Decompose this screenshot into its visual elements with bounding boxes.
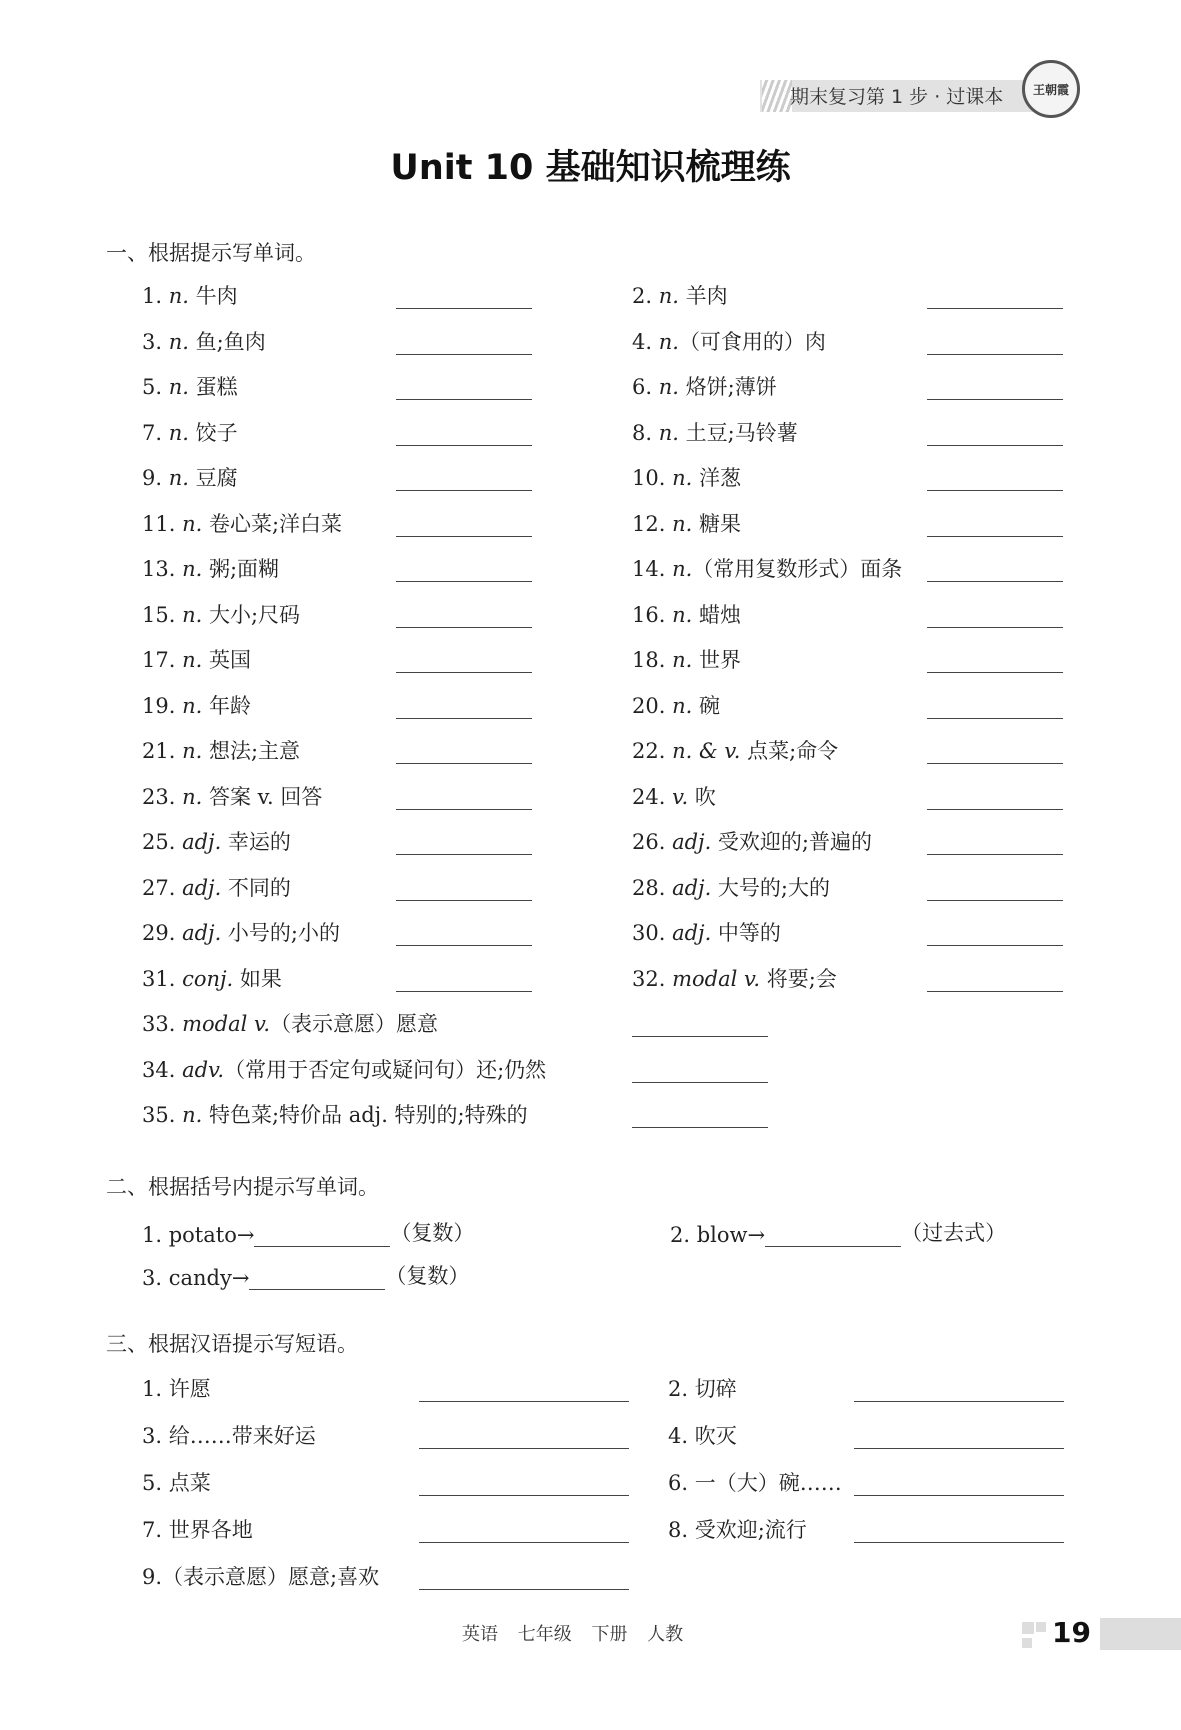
- brand-logo: 王朝霞: [1022, 60, 1080, 118]
- part-of-speech: n.: [182, 648, 203, 672]
- list-item: 4. 吹灭: [668, 1424, 737, 1448]
- part-of-speech: adj.: [182, 875, 222, 900]
- item-number: 24.: [632, 784, 666, 809]
- item-number: 17.: [142, 648, 176, 672]
- item-number: 19.: [142, 693, 176, 718]
- answer-blank[interactable]: [927, 536, 1063, 537]
- item-number: 13.: [142, 557, 176, 581]
- item-meaning: 世界: [692, 648, 741, 672]
- item-number: 33.: [142, 1012, 176, 1036]
- list-item: [142, 1260, 469, 1290]
- answer-blank[interactable]: [927, 991, 1063, 992]
- list-item: [142, 1008, 438, 1038]
- answer-blank[interactable]: [854, 1495, 1064, 1496]
- page-number: 19: [1052, 1616, 1091, 1649]
- answer-blank[interactable]: [396, 718, 532, 719]
- item-meaning: （表示意愿）愿意: [270, 1012, 439, 1036]
- part-of-speech: adv.: [182, 1057, 225, 1082]
- item-number: 22.: [632, 739, 666, 763]
- answer-blank[interactable]: [927, 718, 1063, 719]
- list-item: [632, 826, 872, 856]
- item-number: 1.: [142, 284, 163, 308]
- page-title: Unit 10 基础知识梳理练: [390, 148, 791, 188]
- answer-blank[interactable]: [927, 308, 1063, 309]
- list-item: 8. 受欢迎;流行: [668, 1518, 807, 1542]
- answer-blank[interactable]: [419, 1448, 629, 1449]
- answer-blank[interactable]: [419, 1495, 629, 1496]
- item-meaning: 不同的: [221, 875, 291, 900]
- item-meaning: 烙饼;薄饼: [678, 375, 777, 399]
- item-number: 10.: [632, 466, 666, 490]
- answer-blank[interactable]: [396, 900, 532, 901]
- list-item: 1. 许愿: [142, 1377, 211, 1401]
- page-number-decor: [1036, 1622, 1046, 1632]
- item-number: 5.: [142, 375, 163, 399]
- list-item: 3. 给……带来好运: [142, 1424, 316, 1448]
- list-item: [142, 1099, 528, 1129]
- item-prompt: 2. blow→: [670, 1223, 766, 1247]
- item-number: 27.: [142, 875, 176, 900]
- part-of-speech: n.: [168, 284, 189, 308]
- part-of-speech: modal v.: [182, 1012, 271, 1036]
- list-item: [142, 963, 282, 993]
- list-item: [142, 1217, 474, 1247]
- item-number: 20.: [632, 693, 666, 718]
- answer-blank[interactable]: [927, 581, 1063, 582]
- list-item: [632, 599, 741, 629]
- item-number: 23.: [142, 784, 176, 809]
- answer-blank[interactable]: [854, 1401, 1064, 1402]
- page-number-band: [1100, 1618, 1181, 1650]
- list-item: [670, 1217, 1006, 1247]
- answer-blank[interactable]: [396, 581, 532, 582]
- item-meaning: 土豆;马铃薯: [678, 420, 798, 445]
- part-of-speech: adj.: [672, 830, 712, 854]
- list-item: [632, 417, 798, 447]
- item-number: 21.: [142, 739, 176, 763]
- item-number: 8.: [632, 420, 653, 445]
- item-meaning: 受欢迎的;普遍的: [711, 830, 872, 854]
- item-number: 15.: [142, 602, 176, 627]
- list-item: [632, 371, 777, 401]
- item-meaning: 年龄: [202, 693, 251, 718]
- answer-blank[interactable]: [419, 1401, 629, 1402]
- part-of-speech: n.: [658, 420, 679, 445]
- item-meaning: （常用于否定句或疑问句）还;仍然: [224, 1057, 547, 1082]
- part-of-speech: n.: [168, 420, 189, 445]
- item-hint: （过去式）: [901, 1221, 1007, 1245]
- item-meaning: 羊肉: [678, 284, 728, 308]
- list-item: 9.（表示意愿）愿意;喜欢: [142, 1565, 380, 1589]
- item-meaning: 粥;面糊: [202, 557, 280, 581]
- answer-blank[interactable]: [927, 399, 1063, 400]
- answer-blank[interactable]: [419, 1589, 629, 1590]
- list-item: [632, 508, 741, 538]
- part-of-speech: n.: [672, 511, 693, 536]
- part-of-speech: n.: [182, 784, 203, 809]
- part-of-speech: n.: [168, 329, 189, 354]
- item-meaning: 蛋糕: [188, 375, 238, 399]
- list-item: 5. 点菜: [142, 1471, 211, 1495]
- item-meaning: 小号的;小的: [221, 921, 341, 945]
- answer-blank[interactable]: [765, 1224, 901, 1247]
- part-of-speech: n.: [672, 557, 693, 581]
- page-number-decor: [1022, 1622, 1034, 1634]
- answer-blank[interactable]: [396, 399, 532, 400]
- item-meaning: 点菜;命令: [740, 739, 839, 763]
- part-of-speech: n.: [672, 693, 693, 718]
- item-number: 26.: [632, 830, 666, 854]
- answer-blank[interactable]: [396, 672, 532, 673]
- item-meaning: （常用复数形式）面条: [692, 557, 903, 581]
- item-number: 3.: [142, 329, 163, 354]
- part-of-speech: n.: [182, 1103, 203, 1127]
- part-of-speech: n.: [658, 329, 679, 354]
- part-of-speech: n.: [182, 739, 203, 763]
- item-number: 9.: [142, 466, 163, 490]
- list-item: [142, 599, 300, 629]
- item-meaning: 想法;主意: [202, 739, 301, 763]
- part-of-speech: n.: [658, 375, 679, 399]
- list-item: [632, 553, 902, 583]
- answer-blank[interactable]: [927, 900, 1063, 901]
- item-meaning: 卷心菜;洋白菜: [202, 511, 343, 536]
- part-of-speech: conj.: [182, 966, 234, 991]
- list-item: [142, 1054, 546, 1084]
- item-prompt: 1. potato→: [142, 1223, 255, 1247]
- answer-blank[interactable]: [927, 672, 1063, 673]
- answer-blank[interactable]: [396, 763, 532, 764]
- list-item: [142, 735, 300, 765]
- list-item: 2. 切碎: [668, 1377, 737, 1401]
- answer-blank[interactable]: [927, 627, 1063, 628]
- list-item: [142, 644, 251, 674]
- item-number: 31.: [142, 966, 176, 991]
- list-item: [142, 508, 342, 538]
- answer-blank[interactable]: [854, 1448, 1064, 1449]
- item-meaning: 饺子: [188, 420, 238, 445]
- part-of-speech: n.: [672, 466, 693, 490]
- list-item: [142, 462, 238, 492]
- part-of-speech: n.: [168, 466, 189, 490]
- answer-blank[interactable]: [396, 445, 532, 446]
- item-meaning: 碗: [692, 693, 720, 718]
- list-item: [632, 872, 830, 902]
- answer-blank[interactable]: [254, 1224, 390, 1247]
- answer-blank[interactable]: [396, 854, 532, 855]
- section1-heading: 一、根据提示写单词。: [106, 241, 316, 265]
- item-number: 32.: [632, 966, 666, 991]
- part-of-speech: adj.: [672, 921, 712, 945]
- section2-heading: 二、根据括号内提示写单词。: [106, 1175, 379, 1199]
- item-meaning: 大号的;大的: [711, 875, 831, 900]
- list-item: [142, 872, 291, 902]
- list-item: [142, 917, 340, 947]
- list-item: [632, 644, 741, 674]
- answer-blank[interactable]: [396, 536, 532, 537]
- part-of-speech: adj.: [672, 875, 712, 900]
- item-hint: （复数）: [385, 1264, 470, 1288]
- item-meaning: 糖果: [692, 511, 741, 536]
- item-meaning: 如果: [233, 966, 282, 991]
- part-of-speech: n.: [182, 602, 203, 627]
- list-item: [142, 826, 291, 856]
- answer-blank[interactable]: [632, 1082, 768, 1083]
- part-of-speech: modal v.: [672, 966, 761, 991]
- item-number: 34.: [142, 1057, 176, 1082]
- item-meaning: 中等的: [711, 921, 781, 945]
- part-of-speech: v.: [672, 784, 689, 809]
- answer-blank[interactable]: [927, 490, 1063, 491]
- answer-blank[interactable]: [927, 763, 1063, 764]
- part-of-speech: n.: [658, 284, 679, 308]
- list-item: [632, 963, 837, 993]
- answer-blank[interactable]: [927, 854, 1063, 855]
- answer-blank[interactable]: [396, 308, 532, 309]
- list-item: [632, 462, 741, 492]
- item-meaning: （可食用的）肉: [678, 329, 826, 354]
- list-item: [632, 690, 720, 720]
- list-item: [632, 781, 716, 811]
- list-item: [142, 280, 238, 310]
- part-of-speech: adj.: [182, 830, 222, 854]
- part-of-speech: n.: [168, 375, 189, 399]
- answer-blank[interactable]: [396, 627, 532, 628]
- item-number: 12.: [632, 511, 666, 536]
- item-number: 29.: [142, 921, 176, 945]
- item-number: 28.: [632, 875, 666, 900]
- answer-blank[interactable]: [249, 1267, 385, 1290]
- answer-blank[interactable]: [927, 354, 1063, 355]
- part-of-speech: adj.: [182, 921, 222, 945]
- item-number: 7.: [142, 420, 163, 445]
- item-number: 11.: [142, 511, 176, 536]
- item-meaning: 幸运的: [221, 830, 291, 854]
- list-item: 6. 一（大）碗……: [668, 1471, 842, 1495]
- footer-book-info: 英语 七年级 下册 人教: [462, 1624, 684, 1645]
- answer-blank[interactable]: [854, 1542, 1064, 1543]
- item-number: 4.: [632, 329, 653, 354]
- answer-blank[interactable]: [927, 809, 1063, 810]
- answer-blank[interactable]: [396, 991, 532, 992]
- list-item: [142, 371, 238, 401]
- part-of-speech: n. & v.: [672, 739, 741, 763]
- list-item: 7. 世界各地: [142, 1518, 253, 1542]
- answer-blank[interactable]: [419, 1542, 629, 1543]
- item-meaning: 牛肉: [188, 284, 238, 308]
- section3-heading: 三、根据汉语提示写短语。: [106, 1332, 358, 1356]
- item-meaning: 吹: [688, 784, 716, 809]
- item-meaning: 答案 v. 回答: [202, 784, 323, 809]
- item-meaning: 鱼;鱼肉: [188, 329, 266, 354]
- item-number: 16.: [632, 602, 666, 627]
- list-item: [142, 553, 279, 583]
- item-meaning: 将要;会: [760, 966, 837, 991]
- answer-blank[interactable]: [632, 1127, 768, 1128]
- answer-blank[interactable]: [396, 354, 532, 355]
- list-item: [632, 280, 728, 310]
- list-item: [142, 781, 322, 811]
- answer-blank[interactable]: [632, 1036, 768, 1037]
- item-meaning: 蜡烛: [692, 602, 741, 627]
- item-meaning: 英国: [202, 648, 251, 672]
- item-meaning: 特色菜;特价品 adj. 特别的;特殊的: [202, 1103, 528, 1127]
- list-item: [142, 326, 266, 356]
- item-number: 35.: [142, 1103, 176, 1127]
- answer-blank[interactable]: [396, 945, 532, 946]
- list-item: [142, 417, 238, 447]
- part-of-speech: n.: [182, 693, 203, 718]
- item-number: 25.: [142, 830, 176, 854]
- answer-blank[interactable]: [927, 445, 1063, 446]
- item-meaning: 洋葱: [692, 466, 741, 490]
- item-number: 18.: [632, 648, 666, 672]
- list-item: [632, 326, 826, 356]
- page-number-decor: [1022, 1638, 1032, 1648]
- item-meaning: 大小;尺码: [202, 602, 301, 627]
- item-number: 6.: [632, 375, 653, 399]
- item-number: 2.: [632, 284, 653, 308]
- item-number: 30.: [632, 921, 666, 945]
- part-of-speech: n.: [672, 648, 693, 672]
- list-item: [632, 917, 781, 947]
- item-meaning: 豆腐: [188, 466, 238, 490]
- list-item: [632, 735, 838, 765]
- header-stripes: [762, 80, 792, 112]
- answer-blank[interactable]: [396, 809, 532, 810]
- item-prompt: 3. candy→: [142, 1266, 250, 1290]
- answer-blank[interactable]: [927, 945, 1063, 946]
- part-of-speech: n.: [182, 511, 203, 536]
- part-of-speech: n.: [672, 602, 693, 627]
- header-banner-text: 期末复习第 1 步 · 过课本: [790, 86, 1004, 108]
- list-item: [142, 690, 251, 720]
- part-of-speech: n.: [182, 557, 203, 581]
- item-hint: （复数）: [390, 1221, 475, 1245]
- answer-blank[interactable]: [396, 490, 532, 491]
- item-number: 14.: [632, 557, 666, 581]
